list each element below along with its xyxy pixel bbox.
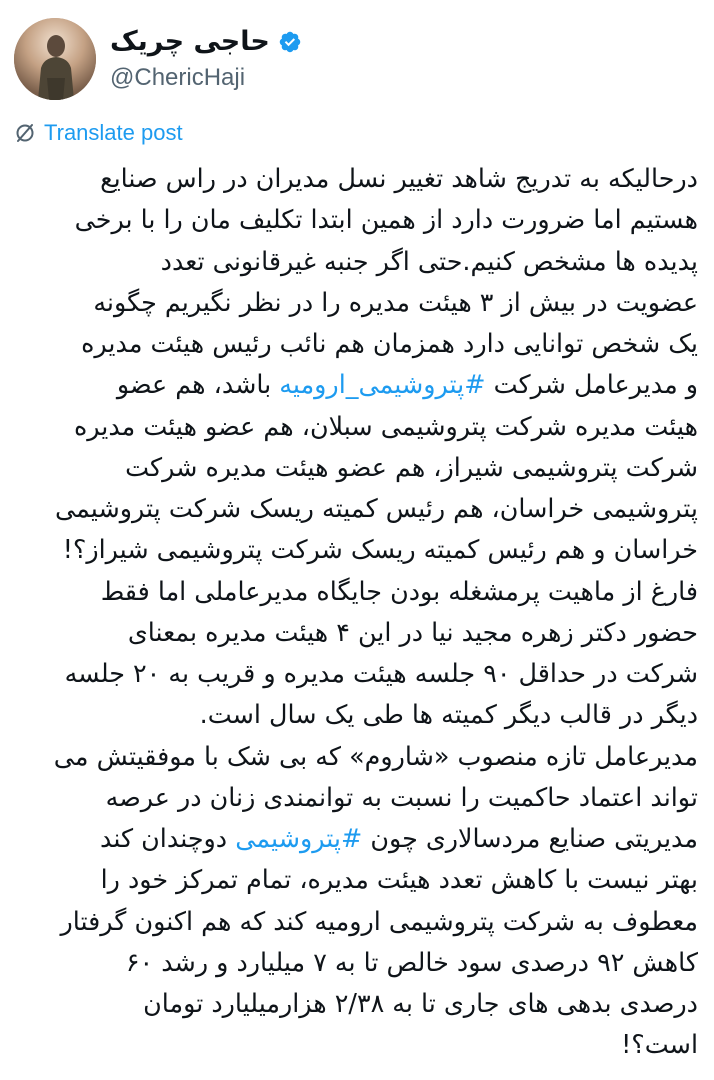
post-line [14,571,698,612]
post-line [14,406,698,447]
post-line [14,529,698,570]
post-text-segment: مدیرعامل تازه منصوب «شاروم» که بی شک با موفقیتش می [53,740,698,771]
post-line [14,241,698,282]
post-line [14,158,698,199]
post-text-segment: یک شخص توانایی دارد همزمان هم نائب رئیس هیئت مدیره [81,328,698,358]
post-text [14,158,698,1066]
avatar-image [14,18,96,100]
post-line [14,282,698,323]
post-text-segment: است؟! [621,1029,698,1060]
post-text-segment: هستیم اما ضرورت دارد از همین ابتدا تکلیف مان را با برخی [74,204,698,235]
profile-avatar[interactable] [14,18,96,100]
user-handle[interactable]: @ChericHaji [110,64,246,91]
user-info [110,25,302,93]
post-line [14,1024,698,1065]
translate-post-link[interactable] [14,120,183,146]
name-row [110,25,302,59]
post-text-segment: مدیریتی صنایع مردسالاری چون [362,823,698,853]
post-text-segment: پتروشیمی خراسان، هم رئیس کمیته ریسک شرکت پتروشیمی [54,493,698,523]
post-text-segment: دوچندان کند [100,823,236,853]
post-line [14,901,698,942]
post-text-segment: درحالیکه به تدریج شاهد تغییر نسل مدیران در راس صنایع [100,163,698,193]
verified-badge-icon [278,30,302,54]
post-line [14,942,698,983]
hashtag-link[interactable]: #پتروشیمی_ارومیه [279,369,486,400]
post-text-segment: کاهش ۹۲ درصدی سود خالص تا به ۷ میلیارد و رشد ۶۰ [125,946,698,977]
post-line [14,777,698,818]
post-text-segment: خراسان و هم رئیس کمیته ریسک شرکت پتروشیمی شیراز؟! [62,534,698,565]
post-text-segment: شرکت در حداقل ۹۰ جلسه هیئت مدیره و قریب به ۲۰ جلسه [64,658,698,688]
translate-icon [14,122,36,144]
post-text-segment: بهتر نیست با کاهش تعدد هیئت مدیره، تمام تمرکز خود را [100,864,698,895]
post-text-segment: هیئت مدیره شرکت پتروشیمی سبلان، هم عضو هیئت مدیره [73,410,698,441]
post-text-segment: باشد، هم عضو [116,369,280,400]
post-line [14,736,698,777]
post-line [14,199,698,240]
post-line [14,818,698,859]
post-text-segment: شرکت پتروشیمی شیراز، هم عضو هیئت مدیره شرکت [125,451,698,482]
post-line [14,323,698,364]
post-text-segment: دیگر در قالب دیگر کمیته ها طی یک سال است. [199,699,698,730]
post-line [14,447,698,488]
hashtag-link[interactable]: #پتروشیمی [235,823,363,853]
post-line [14,364,698,405]
post-text-segment: و مدیرعامل شرکت [485,369,698,400]
post-text-segment: عضویت در بیش از ۳ هیئت مدیره را در نظر نگیریم چگونه [93,286,698,317]
post-line [14,859,698,900]
post-header [14,14,700,104]
translate-label: Translate post [44,120,183,145]
post-line [14,612,698,653]
post-text-segment: درصدی بدهی های جاری تا به ۲/۳۸ هزارمیلیارد تومان [143,988,698,1018]
post-text-segment: حضور دکتر زهره مجید نیا در این ۴ هیئت مدیره بمعنای [127,616,698,647]
post-text-segment: معطوف به شرکت پتروشیمی ارومیه کند که هم اکنون گرفتار [60,905,698,936]
post-line [14,694,698,735]
post-line [14,653,698,694]
post-text-segment: فارغ از ماهیت پرمشغله بودن جایگاه مدیرعاملی اما فقط [100,575,698,606]
post-line [14,983,698,1024]
display-name[interactable]: حاجی چریک [110,26,270,57]
post-text-segment: تواند اعتماد حاکمیت را نسبت به توانمندی زنان در عرصه [105,781,698,812]
post-text-segment: پدیده ها مشخص کنیم.حتی اگر جنبه غیرقانونی تعدد [160,245,698,276]
post-line [14,488,698,529]
